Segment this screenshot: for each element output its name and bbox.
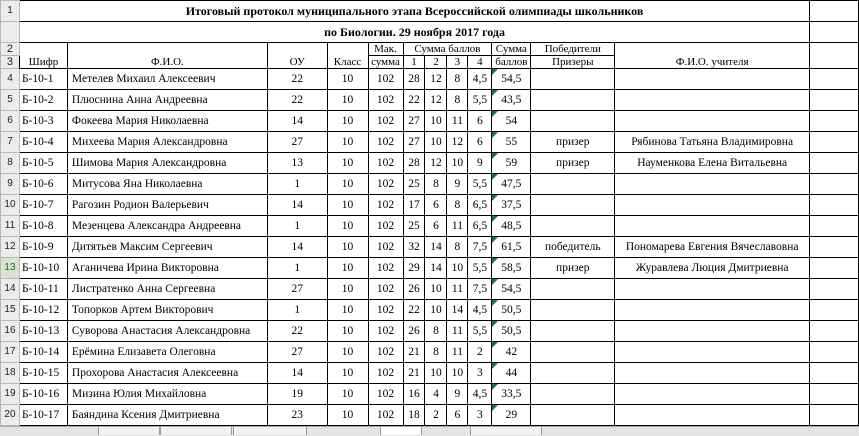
- total-cell[interactable]: 33,5: [492, 384, 531, 405]
- q3-cell[interactable]: 10: [447, 153, 468, 174]
- header-row-2: [1, 43, 859, 56]
- max-cell[interactable]: 102: [368, 279, 403, 300]
- table-row: [1, 111, 859, 132]
- code-cell[interactable]: Б-10-8: [19, 216, 67, 237]
- total-cell[interactable]: 50,5: [492, 300, 531, 321]
- max-cell[interactable]: 102: [368, 153, 403, 174]
- school-cell[interactable]: 22: [267, 321, 327, 342]
- q1-cell[interactable]: 17: [403, 195, 425, 216]
- q2-cell[interactable]: 8: [425, 174, 447, 195]
- status-cell[interactable]: призер: [531, 132, 615, 153]
- grade-cell[interactable]: 10: [327, 195, 368, 216]
- code-cell[interactable]: Б-10-10: [19, 258, 67, 279]
- max-cell[interactable]: 102: [368, 111, 403, 132]
- total-cell[interactable]: 43,5: [492, 90, 531, 111]
- code-cell[interactable]: Б-10-13: [19, 321, 67, 342]
- row-header[interactable]: 6: [1, 111, 20, 132]
- q1-cell[interactable]: 25: [403, 216, 425, 237]
- cell[interactable]: [810, 195, 859, 216]
- row-header[interactable]: 9: [1, 174, 20, 195]
- q2-cell[interactable]: 10: [425, 132, 447, 153]
- q3-cell[interactable]: 11: [447, 279, 468, 300]
- status-cell[interactable]: [531, 216, 615, 237]
- cell[interactable]: [810, 300, 859, 321]
- name-cell[interactable]: Листратенко Анна Сергеевна: [67, 279, 267, 300]
- table-row: [1, 132, 859, 153]
- grade-cell[interactable]: 10: [327, 321, 368, 342]
- name-cell[interactable]: Мизина Юлия Михайловна: [67, 384, 267, 405]
- teacher-cell[interactable]: [615, 384, 810, 405]
- total-cell[interactable]: 42: [492, 342, 531, 363]
- header-grade[interactable]: Класс: [327, 43, 368, 69]
- total-cell[interactable]: 55: [492, 132, 531, 153]
- q3-cell[interactable]: 11: [447, 111, 468, 132]
- q3-cell[interactable]: 10: [447, 363, 468, 384]
- grade-cell[interactable]: 10: [327, 132, 368, 153]
- name-cell[interactable]: Аганичева Ирина Викторовна: [67, 258, 267, 279]
- q1-cell[interactable]: 28: [403, 69, 425, 90]
- grade-cell[interactable]: 10: [327, 90, 368, 111]
- cell[interactable]: [810, 258, 859, 279]
- total-cell[interactable]: 54,5: [492, 279, 531, 300]
- row-header[interactable]: 12: [1, 237, 20, 258]
- status-cell[interactable]: победитель: [531, 237, 615, 258]
- q4-cell[interactable]: 6,5: [468, 216, 492, 237]
- q1-cell[interactable]: 26: [403, 279, 425, 300]
- q3-cell[interactable]: 8: [447, 90, 468, 111]
- q4-cell[interactable]: 7,5: [468, 279, 492, 300]
- status-cell[interactable]: [531, 111, 615, 132]
- teacher-cell[interactable]: Журавлева Люция Дмитриевна: [615, 258, 810, 279]
- q4-cell[interactable]: 6: [468, 111, 492, 132]
- sheet-tab-active[interactable]: [380, 427, 422, 435]
- code-cell[interactable]: Б-10-9: [19, 237, 67, 258]
- q1-cell[interactable]: 18: [403, 405, 425, 426]
- header-winners-top[interactable]: Победители: [531, 43, 615, 56]
- max-cell[interactable]: 102: [368, 69, 403, 90]
- teacher-cell[interactable]: [615, 216, 810, 237]
- name-cell[interactable]: Суворова Анастасия Александровна: [67, 321, 267, 342]
- title-line-2[interactable]: по Биологии. 29 ноября 2017 года: [19, 22, 809, 43]
- code-cell[interactable]: Б-10-6: [19, 174, 67, 195]
- school-cell[interactable]: 1: [267, 258, 327, 279]
- name-cell[interactable]: Плюснина Анна Андреевна: [67, 90, 267, 111]
- q3-cell[interactable]: 12: [447, 132, 468, 153]
- grade-cell[interactable]: 10: [327, 174, 368, 195]
- school-cell[interactable]: 27: [267, 132, 327, 153]
- status-cell[interactable]: призер: [531, 153, 615, 174]
- grade-cell[interactable]: 10: [327, 405, 368, 426]
- q4-cell[interactable]: 4,5: [468, 300, 492, 321]
- q3-cell[interactable]: 8: [447, 69, 468, 90]
- header-name[interactable]: Ф.И.О.: [67, 43, 267, 69]
- row-header[interactable]: 16: [1, 321, 20, 342]
- school-cell[interactable]: 1: [267, 300, 327, 321]
- total-cell[interactable]: 58,5: [492, 258, 531, 279]
- q4-cell[interactable]: 5,5: [468, 174, 492, 195]
- code-cell[interactable]: Б-10-5: [19, 153, 67, 174]
- cell[interactable]: [810, 153, 859, 174]
- cell[interactable]: [810, 132, 859, 153]
- q2-cell[interactable]: 12: [425, 153, 447, 174]
- table-row: [1, 384, 859, 405]
- q1-cell[interactable]: 26: [403, 321, 425, 342]
- header-max-top[interactable]: Мак.: [368, 43, 403, 56]
- q1-cell[interactable]: 28: [403, 153, 425, 174]
- teacher-cell[interactable]: [615, 342, 810, 363]
- title-row-1: [1, 1, 859, 22]
- table-row: [1, 405, 859, 426]
- name-cell[interactable]: Дитятьев Максим Сергеевич: [67, 237, 267, 258]
- name-cell[interactable]: Михеева Мария Александровна: [67, 132, 267, 153]
- header-total-top[interactable]: Сумма: [492, 43, 531, 56]
- grade-cell[interactable]: 10: [327, 216, 368, 237]
- row-header[interactable]: 17: [1, 342, 20, 363]
- status-cell[interactable]: [531, 405, 615, 426]
- total-cell[interactable]: 54,5: [492, 69, 531, 90]
- q3-cell[interactable]: 8: [447, 195, 468, 216]
- teacher-cell[interactable]: [615, 174, 810, 195]
- total-cell[interactable]: 61,5: [492, 237, 531, 258]
- q2-cell[interactable]: 12: [425, 90, 447, 111]
- q2-cell[interactable]: 10: [425, 279, 447, 300]
- max-cell[interactable]: 102: [368, 363, 403, 384]
- status-cell[interactable]: [531, 174, 615, 195]
- teacher-cell[interactable]: [615, 363, 810, 384]
- row-header[interactable]: 10: [1, 195, 20, 216]
- school-cell[interactable]: 13: [267, 153, 327, 174]
- status-cell[interactable]: [531, 342, 615, 363]
- sheet-tab[interactable]: [160, 427, 232, 435]
- grade-cell[interactable]: 10: [327, 279, 368, 300]
- cell[interactable]: [810, 90, 859, 111]
- school-cell[interactable]: 23: [267, 405, 327, 426]
- header-sum-scores[interactable]: Сумма баллов: [403, 43, 492, 56]
- max-cell[interactable]: 102: [368, 174, 403, 195]
- cell[interactable]: [810, 216, 859, 237]
- cell[interactable]: [810, 1, 859, 22]
- total-cell[interactable]: 59: [492, 153, 531, 174]
- teacher-cell[interactable]: [615, 90, 810, 111]
- header-total-bottom[interactable]: баллов: [492, 56, 531, 69]
- q4-cell[interactable]: 6,5: [468, 195, 492, 216]
- teacher-cell[interactable]: Рябинова Татьяна Владимировна: [615, 132, 810, 153]
- table-row: [1, 300, 859, 321]
- max-cell[interactable]: 102: [368, 321, 403, 342]
- row-header[interactable]: 2: [1, 43, 20, 56]
- grade-cell[interactable]: 10: [327, 384, 368, 405]
- sheet-tab[interactable]: [233, 427, 307, 435]
- q2-cell[interactable]: 10: [425, 363, 447, 384]
- row-header[interactable]: 18: [1, 363, 20, 384]
- cell[interactable]: [810, 174, 859, 195]
- total-cell[interactable]: 37,5: [492, 195, 531, 216]
- title-row-2: [1, 22, 859, 43]
- title-line-1[interactable]: Итоговый протокол муниципального этапа Всероссийской олимпиады школьников: [19, 1, 809, 22]
- total-cell[interactable]: 44: [492, 363, 531, 384]
- school-cell[interactable]: 1: [267, 216, 327, 237]
- cell[interactable]: [810, 237, 859, 258]
- sheet-tab[interactable]: [98, 427, 160, 435]
- name-cell[interactable]: Метелев Михаил Алексеевич: [67, 69, 267, 90]
- cell[interactable]: [810, 363, 859, 384]
- grade-cell[interactable]: 10: [327, 111, 368, 132]
- header-school[interactable]: ОУ: [267, 43, 327, 69]
- header-code[interactable]: Шифр: [19, 43, 67, 69]
- status-cell[interactable]: [531, 363, 615, 384]
- teacher-cell[interactable]: [615, 111, 810, 132]
- name-cell[interactable]: Мезенцева Александра Андреевна: [67, 216, 267, 237]
- name-cell[interactable]: Прохорова Анастасия Алексеевна: [67, 363, 267, 384]
- max-cell[interactable]: 102: [368, 342, 403, 363]
- header-q4[interactable]: 4: [468, 56, 492, 69]
- table-row: [1, 195, 859, 216]
- grade-cell[interactable]: 10: [327, 342, 368, 363]
- table-row: [1, 90, 859, 111]
- school-cell[interactable]: 27: [267, 342, 327, 363]
- school-cell[interactable]: 14: [267, 195, 327, 216]
- teacher-cell[interactable]: [615, 321, 810, 342]
- header-q1[interactable]: 1: [403, 56, 425, 69]
- name-cell[interactable]: Топорков Артем Викторович: [67, 300, 267, 321]
- table-row: [1, 258, 859, 279]
- row-header[interactable]: 1: [1, 1, 20, 22]
- total-cell[interactable]: 29: [492, 405, 531, 426]
- max-cell[interactable]: 102: [368, 90, 403, 111]
- q3-cell[interactable]: 11: [447, 321, 468, 342]
- row-header[interactable]: 3: [1, 56, 20, 69]
- cell[interactable]: [810, 321, 859, 342]
- status-cell[interactable]: [531, 195, 615, 216]
- data-rows: [1, 69, 859, 426]
- q1-cell[interactable]: 27: [403, 132, 425, 153]
- max-cell[interactable]: 102: [368, 216, 403, 237]
- header-winners-bottom[interactable]: Призеры: [531, 56, 615, 69]
- row-header[interactable]: 4: [1, 69, 20, 90]
- table-row: [1, 342, 859, 363]
- q4-cell[interactable]: 4,5: [468, 69, 492, 90]
- code-cell[interactable]: Б-10-11: [19, 279, 67, 300]
- q2-cell[interactable]: 2: [425, 405, 447, 426]
- header-q2[interactable]: 2: [425, 56, 447, 69]
- name-cell[interactable]: Фокеева Мария Николаевна: [67, 111, 267, 132]
- q2-cell[interactable]: 6: [425, 216, 447, 237]
- status-cell[interactable]: [531, 69, 615, 90]
- q1-cell[interactable]: 32: [403, 237, 425, 258]
- q3-cell[interactable]: 11: [447, 216, 468, 237]
- table-row: [1, 279, 859, 300]
- name-cell[interactable]: Шимова Мария Александровна: [67, 153, 267, 174]
- teacher-cell[interactable]: [615, 405, 810, 426]
- row-header[interactable]: 20: [1, 405, 20, 426]
- code-cell[interactable]: Б-10-2: [19, 90, 67, 111]
- q2-cell[interactable]: 4: [425, 384, 447, 405]
- max-cell[interactable]: 102: [368, 384, 403, 405]
- code-cell[interactable]: Б-10-1: [19, 69, 67, 90]
- max-cell[interactable]: 102: [368, 237, 403, 258]
- teacher-cell[interactable]: [615, 300, 810, 321]
- school-cell[interactable]: 14: [267, 363, 327, 384]
- q2-cell[interactable]: 14: [425, 258, 447, 279]
- header-teacher[interactable]: Ф.И.О. учителя: [615, 43, 810, 69]
- q2-cell[interactable]: 12: [425, 69, 447, 90]
- teacher-cell[interactable]: Науменкова Елена Витальевна: [615, 153, 810, 174]
- grade-cell[interactable]: 10: [327, 258, 368, 279]
- q1-cell[interactable]: 22: [403, 90, 425, 111]
- row-header[interactable]: 15: [1, 300, 20, 321]
- grade-cell[interactable]: 10: [327, 363, 368, 384]
- name-cell[interactable]: Рагозин Родион Валерьевич: [67, 195, 267, 216]
- q3-cell[interactable]: 14: [447, 300, 468, 321]
- q3-cell[interactable]: 11: [447, 342, 468, 363]
- school-cell[interactable]: 22: [267, 69, 327, 90]
- q4-cell[interactable]: 3: [468, 405, 492, 426]
- name-cell[interactable]: Ерёмина Елизавета Олеговна: [67, 342, 267, 363]
- cell[interactable]: [810, 43, 859, 69]
- row-header[interactable]: [1, 22, 20, 43]
- row-header[interactable]: 8: [1, 153, 20, 174]
- teacher-cell[interactable]: Пономарева Евгения Вячеславовна: [615, 237, 810, 258]
- table-row: [1, 174, 859, 195]
- school-cell[interactable]: 1: [267, 174, 327, 195]
- q1-cell[interactable]: 29: [403, 258, 425, 279]
- q1-cell[interactable]: 22: [403, 300, 425, 321]
- q4-cell[interactable]: 5,5: [468, 321, 492, 342]
- total-cell[interactable]: 47,5: [492, 174, 531, 195]
- header-max-bottom[interactable]: сумма: [368, 56, 403, 69]
- name-cell[interactable]: Митусова Яна Николаевна: [67, 174, 267, 195]
- table-row: [1, 153, 859, 174]
- teacher-cell[interactable]: [615, 279, 810, 300]
- school-cell[interactable]: 14: [267, 111, 327, 132]
- max-cell[interactable]: 102: [368, 405, 403, 426]
- q2-cell[interactable]: 14: [425, 237, 447, 258]
- q4-cell[interactable]: 4,5: [468, 384, 492, 405]
- max-cell[interactable]: 102: [368, 132, 403, 153]
- q1-cell[interactable]: 21: [403, 363, 425, 384]
- cell[interactable]: [810, 384, 859, 405]
- q2-cell[interactable]: 8: [425, 342, 447, 363]
- row-header[interactable]: 7: [1, 132, 20, 153]
- code-cell[interactable]: Б-10-17: [19, 405, 67, 426]
- q2-cell[interactable]: 6: [425, 195, 447, 216]
- cell[interactable]: [810, 342, 859, 363]
- q3-cell[interactable]: 6: [447, 405, 468, 426]
- name-cell[interactable]: Баяндина Ксения Дмитриевна: [67, 405, 267, 426]
- grade-cell[interactable]: 10: [327, 237, 368, 258]
- code-cell[interactable]: Б-10-16: [19, 384, 67, 405]
- q3-cell[interactable]: 9: [447, 384, 468, 405]
- q2-cell[interactable]: 8: [425, 321, 447, 342]
- q2-cell[interactable]: 10: [425, 111, 447, 132]
- q4-cell[interactable]: 3: [468, 363, 492, 384]
- school-cell[interactable]: 14: [267, 237, 327, 258]
- status-cell[interactable]: [531, 300, 615, 321]
- status-cell[interactable]: призер: [531, 258, 615, 279]
- q4-cell[interactable]: 7,5: [468, 237, 492, 258]
- q1-cell[interactable]: 27: [403, 111, 425, 132]
- table-row: [1, 321, 859, 342]
- school-cell[interactable]: 22: [267, 90, 327, 111]
- q1-cell[interactable]: 16: [403, 384, 425, 405]
- code-cell[interactable]: Б-10-4: [19, 132, 67, 153]
- total-cell[interactable]: 48,5: [492, 216, 531, 237]
- code-cell[interactable]: Б-10-7: [19, 195, 67, 216]
- code-cell[interactable]: Б-10-3: [19, 111, 67, 132]
- max-cell[interactable]: 102: [368, 300, 403, 321]
- row-header[interactable]: 14: [1, 279, 20, 300]
- cell[interactable]: [810, 111, 859, 132]
- teacher-cell[interactable]: [615, 69, 810, 90]
- table-row: [1, 237, 859, 258]
- q4-cell[interactable]: 9: [468, 153, 492, 174]
- grade-cell[interactable]: 10: [327, 69, 368, 90]
- total-cell[interactable]: 54: [492, 111, 531, 132]
- q4-cell[interactable]: 6: [468, 132, 492, 153]
- total-cell[interactable]: 50,5: [492, 321, 531, 342]
- q3-cell[interactable]: 8: [447, 237, 468, 258]
- row-header[interactable]: 19: [1, 384, 20, 405]
- cell[interactable]: [810, 405, 859, 426]
- row-header[interactable]: 11: [1, 216, 20, 237]
- status-cell[interactable]: [531, 321, 615, 342]
- table-row: [1, 69, 859, 90]
- q3-cell[interactable]: 9: [447, 174, 468, 195]
- max-cell[interactable]: 102: [368, 195, 403, 216]
- q1-cell[interactable]: 21: [403, 342, 425, 363]
- row-header[interactable]: 5: [1, 90, 20, 111]
- teacher-cell[interactable]: [615, 195, 810, 216]
- code-cell[interactable]: Б-10-12: [19, 300, 67, 321]
- q4-cell[interactable]: 5,5: [468, 90, 492, 111]
- cell[interactable]: [810, 22, 859, 43]
- q1-cell[interactable]: 25: [403, 174, 425, 195]
- code-cell[interactable]: Б-10-15: [19, 363, 67, 384]
- status-cell[interactable]: [531, 90, 615, 111]
- status-cell[interactable]: [531, 384, 615, 405]
- q2-cell[interactable]: 10: [425, 300, 447, 321]
- header-q3[interactable]: 3: [447, 56, 468, 69]
- cell[interactable]: [810, 279, 859, 300]
- row-header[interactable]: 13: [1, 258, 20, 279]
- table-row: [1, 216, 859, 237]
- cell[interactable]: [810, 69, 859, 90]
- grade-cell[interactable]: 10: [327, 153, 368, 174]
- table-row: [1, 363, 859, 384]
- max-cell[interactable]: 102: [368, 258, 403, 279]
- code-cell[interactable]: Б-10-14: [19, 342, 67, 363]
- school-cell[interactable]: 19: [267, 384, 327, 405]
- school-cell[interactable]: 27: [267, 279, 327, 300]
- grade-cell[interactable]: 10: [327, 300, 368, 321]
- q4-cell[interactable]: 2: [468, 342, 492, 363]
- q4-cell[interactable]: 5,5: [468, 258, 492, 279]
- status-cell[interactable]: [531, 279, 615, 300]
- sheet-tab[interactable]: [470, 427, 542, 435]
- q3-cell[interactable]: 10: [447, 258, 468, 279]
